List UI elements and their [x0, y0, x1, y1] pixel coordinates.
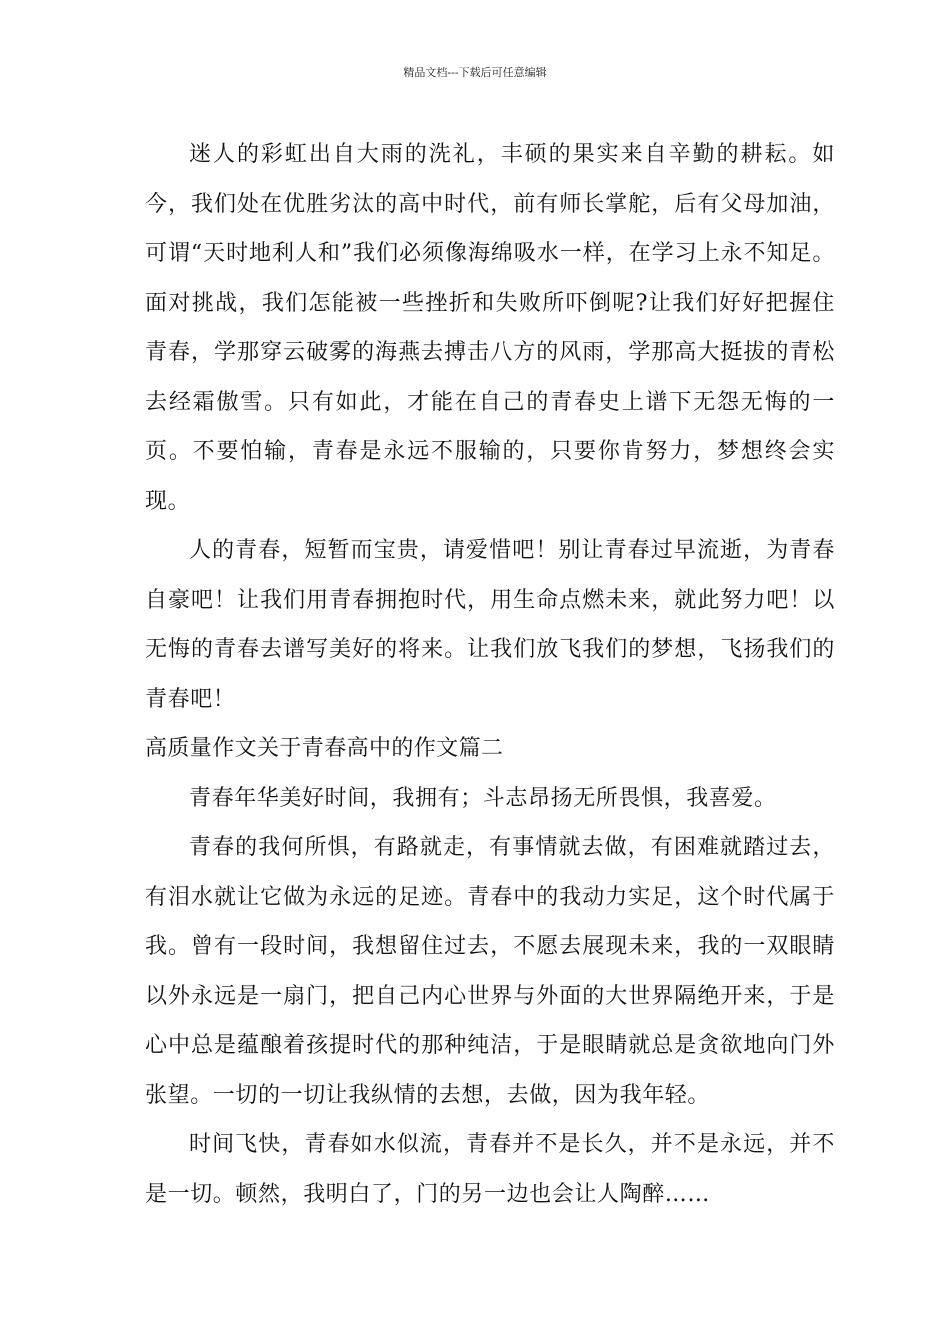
paragraph-4: 青春的我何所惧，有路就走，有事情就去做，有困难就踏过去，有泪水就让它做为永远的足迹。青春中的我动力实足，这个时代属于我。曾有一段时间，我想留住过去，不愿去展现未来，我的一双眼睛以外永远是一扇门，把自己内心世界与外面的大世界隔绝开来，于是心中总是蕴酿着孩提时代的那种纯洁，于是眼睛就总是贪欲地向门外张望。一切的一切让我纵情的去想，去做，因为我年轻。	[145, 835, 835, 1108]
page-header: 精品文档---下载后可任意编辑	[403, 66, 547, 79]
paragraph-3: 青春年华美好时间，我拥有；斗志昂扬无所畏惧，我喜爱。	[189, 785, 777, 811]
section-heading: 高质量作文关于青春高中的作文篇二	[145, 736, 504, 761]
document-body	[145, 130, 835, 1219]
paragraph-5: 时间飞快，青春如水似流，青春并不是长久，并不是永远，并不是一切。顿然，我明白了，门的另一边也会让人陶醉……	[145, 1132, 835, 1207]
paragraph-1: 迷人的彩虹出自大雨的洗礼，丰硕的果实来自辛勤的耕耘。如今，我们处在优胜劣汰的高中时代，前有师长掌舵，后有父母加油，可谓“天时地利人和”我们必须像海绵吸水一样，在学习上永不知足。面对挑战，我们怎能被一些挫折和失败所吓倒呢?让我们好好把握住青春，学那穿云破雾的海燕去搏击八方的风雨，学那高大挺拔的青松去经霜傲雪。只有如此，才能在自己的青春史上谱下无怨无悔的一页。不要怕输，青春是永远不服输的，只要你肯努力，梦想终会实现。	[145, 142, 835, 514]
paragraph-2: 人的青春，短暂而宝贵，请爱惜吧！别让青春过早流逝，为青春自豪吧！让我们用青春拥抱时代，用生命点燃未来，就此努力吧！以无悔的青春去谱写美好的将来。让我们放飞我们的梦想，飞扬我们的青春吧！	[145, 538, 835, 712]
